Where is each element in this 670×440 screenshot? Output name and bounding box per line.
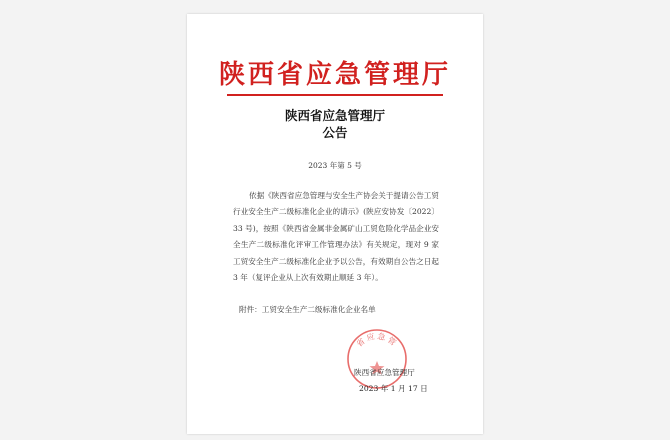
- red-header-rule: [227, 94, 443, 96]
- document-page: [187, 14, 483, 434]
- signing-date: 2023 年 1 月 17 日: [359, 384, 428, 393]
- announcement-issuer-title: 陕西省应急管理厅: [284, 108, 385, 123]
- signing-agency: 陕西省应急管理厅: [354, 368, 415, 377]
- document-number: 2023 年第 5 号: [308, 161, 362, 170]
- announcement-title: 公告: [322, 125, 348, 140]
- agency-red-header: 陕西省应急管理厅: [218, 60, 451, 90]
- seal-text: 省应急管: [354, 331, 400, 349]
- attachment-line: 附件：工贸安全生产二级标准化企业名单: [239, 305, 376, 314]
- official-seal-icon: [345, 327, 409, 391]
- svg-text:省应急管: [354, 331, 400, 349]
- announcement-body: 依据《陕西省应急管理与安全生产协会关于提请公告工贸行业安全生产二级标准化企业的请示》(陕应安协发〔2022〕33 号)，按照《陕西省金属非金属矿山工贸危险化学品企业安全生产二级标准化评审工作管理办法》有关规定，现对 9 家工贸安全生产二级标准化企业予以公告，有效期自公告之日起 3 年（复评企业从上次有效期止顺延 3 年）。: [233, 191, 439, 283]
